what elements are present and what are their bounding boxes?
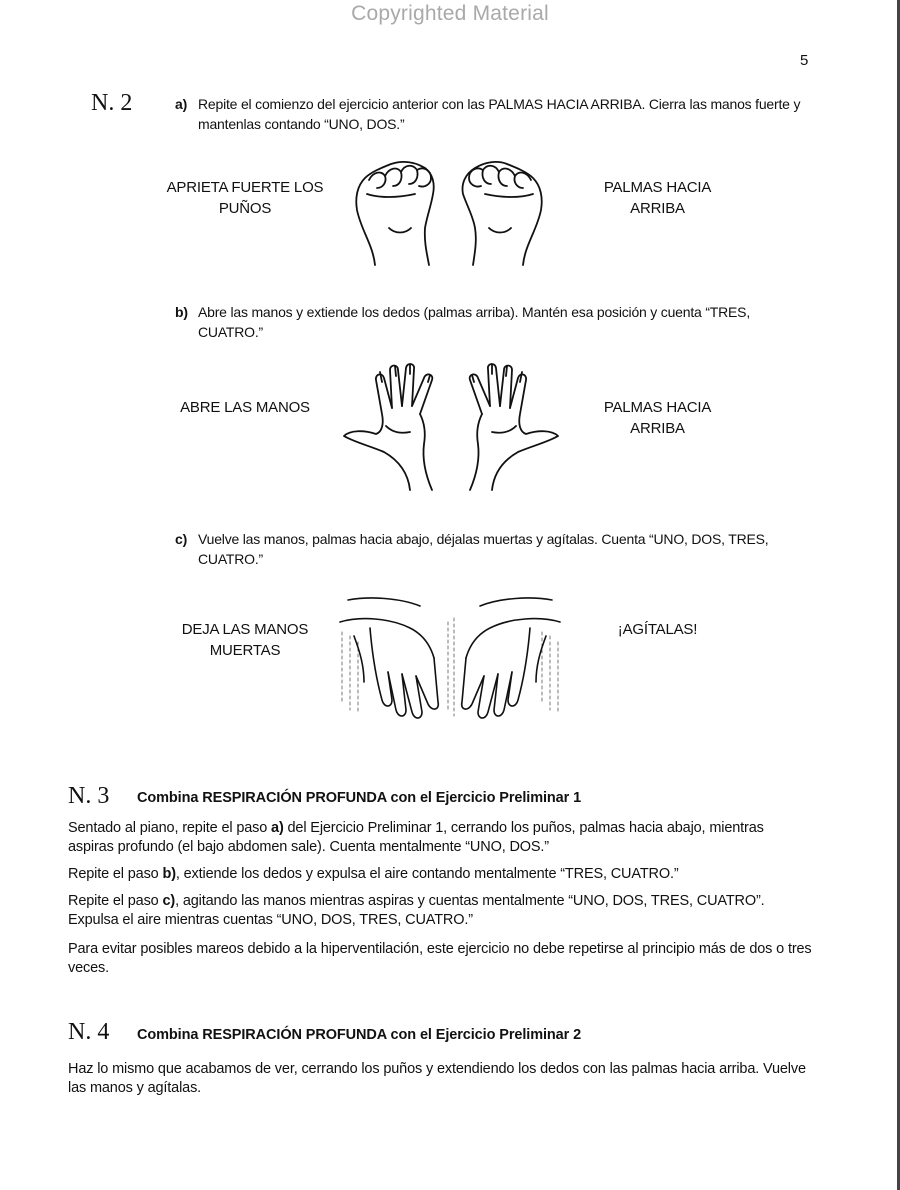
exercise-3-paragraph-4: Para evitar posibles mareos debido a la hiperventilación, este ejercicio no debe repetirse al principio más de dos o tres veces. [68,941,812,976]
step-a-text: Repite el comienzo del ejercicio anterior con las PALMAS HACIA ARRIBA. Cierra las manos fuerte y mantenlas contando “UNO, DOS.” [198,96,801,132]
exercise-2-step-b [175,302,805,342]
exercise-2-step-c [175,529,805,569]
p1-text-end: del Ejercicio Preliminar 1, cerrando los puños, palmas hacia abajo, mientras aspiras profundo (el bajo abdomen sale). Cuenta mentalmente “UNO, DOS.” [68,820,764,855]
shaking-limp-hands-icon [330,592,570,727]
clenched-fists-palms-up-icon [345,150,555,270]
exercise-2-number: N. 2 [91,90,133,116]
exercise-3-paragraph-2 [68,865,813,884]
step-b-letter: b) [175,304,188,320]
exercise-4-title: Combina RESPIRACIÓN PROFUNDA con el Ejercicio Preliminar 2 [137,1027,582,1043]
step-b-left-label: ABRE LAS MANOS [180,399,310,416]
step-a-left-label: APRIETA FUERTE LOS PUÑOS [166,179,324,217]
exercise-4-paragraph-1: Haz lo mismo que acabamos de ver, cerrando los puños y extendiendo los dedos con las palmas hacia arriba. Vuelve las manos y agítalas. [68,1061,806,1096]
exercise-2-step-a [175,94,805,134]
exercise-3-paragraph-3 [68,892,813,930]
open-hands-palms-up-icon [340,360,562,495]
p2-text-end: , extiende los dedos y expulsa el aire contando mentalmente “TRES, CUATRO.” [175,866,679,882]
step-b-right-label: PALMAS HACIA ARRIBA [603,399,712,437]
p1-step-ref: a) [271,820,284,836]
page-number: 5 [800,52,809,69]
step-c-text: Vuelve las manos, palmas hacia abajo, déjalas muertas y agítalas. Cuenta “UNO, DOS, TRES, CUATRO.” [198,531,769,567]
p1-text-start: Sentado al piano, repite el paso [68,820,272,836]
exercise-3-number: N. 3 [68,783,110,809]
step-c-letter: c) [175,531,188,547]
step-c-right-label: ¡AGÍTALAS! [617,621,698,638]
exercise-3-paragraph-1 [68,819,813,857]
p3-text-end: , agitando las manos mientras aspiras y cuentas mentalmente “UNO, DOS, TRES, CUATRO”. Expulsa el aire mientras cuentas “UNO, DOS, TRES, CUATRO.” [68,893,765,928]
watermark: Copyrighted Material [351,2,549,25]
p3-text-start: Repite el paso [68,893,163,909]
p2-text-start: Repite el paso [68,866,163,882]
exercise-4-number: N. 4 [68,1019,110,1045]
step-b-text: Abre las manos y extiende los dedos (palmas arriba). Mantén esa posición y cuenta “TRES, CUATRO.” [198,304,751,340]
step-a-letter: a) [175,96,188,112]
exercise-3-title: Combina RESPIRACIÓN PROFUNDA con el Ejercicio Preliminar 1 [137,790,582,806]
p3-step-ref: c) [162,893,176,909]
p2-step-ref: b) [162,866,176,882]
step-a-right-label: PALMAS HACIA ARRIBA [603,179,712,217]
step-c-left-label: DEJA LAS MANOS MUERTAS [181,621,309,659]
